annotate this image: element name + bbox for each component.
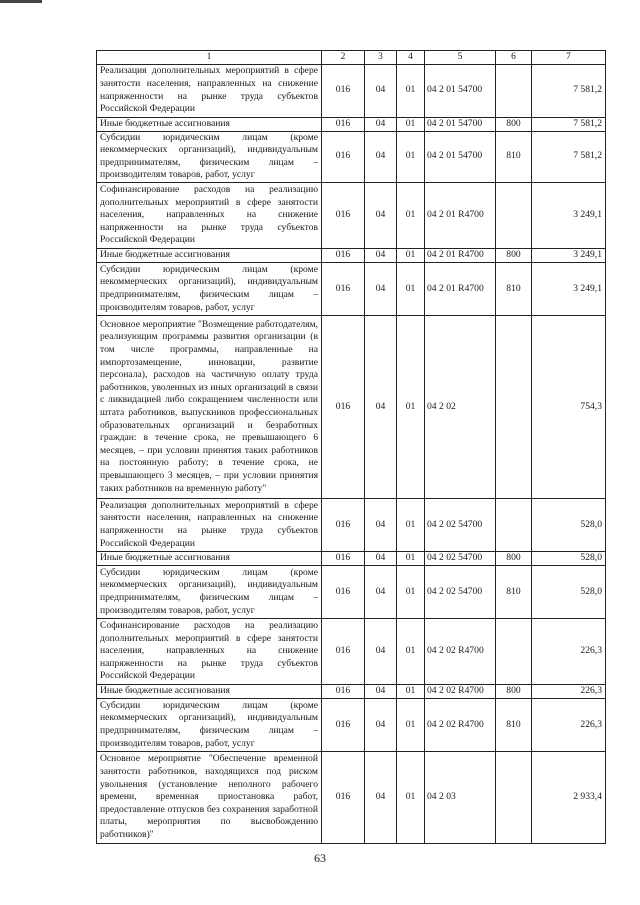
row-section-code: 04: [365, 262, 397, 315]
row-expense-type: [496, 498, 532, 551]
row-subsection-code: 01: [397, 684, 425, 698]
table-row: [97, 315, 606, 498]
table-row: [97, 618, 606, 684]
row-description: Софинансирование расходов на реализацию дополнительных мероприятий в сфере занятости населения, направленных на снижение напряженности на рынке труда субъектов Российской Федерации: [97, 182, 322, 248]
row-section-code: 04: [365, 248, 397, 262]
row-target-article: 04 2 01 R4700: [425, 182, 496, 248]
row-target-article: 04 2 01 54700: [425, 117, 496, 131]
row-target-article: 04 2 02 R4700: [425, 684, 496, 698]
row-ministry-code: 016: [322, 618, 365, 684]
row-description: Софинансирование расходов на реализацию дополнительных мероприятий в сфере занятости населения, направленных на снижение напряженности на рынке труда субъектов Российской Федерации: [97, 618, 322, 684]
row-subsection-code: 01: [397, 117, 425, 131]
row-amount: 3 249,1: [532, 182, 606, 248]
header-row: [97, 51, 606, 65]
header-col-5: 5: [425, 51, 496, 65]
page-number: 63: [314, 851, 326, 865]
row-ministry-code: 016: [322, 551, 365, 565]
row-description: Реализация дополнительных мероприятий в сфере занятости населения, направленных на снижение напряженности на рынке труда субъектов Российской Федерации: [97, 498, 322, 551]
row-section-code: 04: [365, 684, 397, 698]
row-description: Иные бюджетные ассигнования: [97, 684, 322, 698]
row-description: Иные бюджетные ассигнования: [97, 248, 322, 262]
row-subsection-code: 01: [397, 182, 425, 248]
row-target-article: 04 2 01 54700: [425, 131, 496, 182]
row-description: Субсидии юридическим лицам (кроме некоммерческих организаций), индивидуальным предпринимателям, физическим лицам – производителям товаров, работ, услуг: [97, 565, 322, 618]
header-col-2: 2: [322, 51, 365, 65]
row-amount: 528,0: [532, 565, 606, 618]
row-subsection-code: 01: [397, 551, 425, 565]
row-section-code: 04: [365, 565, 397, 618]
row-ministry-code: 016: [322, 751, 365, 843]
row-ministry-code: 016: [322, 684, 365, 698]
row-description: Основное мероприятие "Обеспечение временной занятости работников, находящихся под риском увольнения (установление неполного рабочего времени, временная приостановка работ, предоставление отпусков без сохранения заработной платы, мероприятия по высвобождению работников)": [97, 751, 322, 843]
row-ministry-code: 016: [322, 565, 365, 618]
row-section-code: 04: [365, 698, 397, 751]
scan-corner-mark: [0, 0, 42, 3]
header-col-4: 4: [397, 51, 425, 65]
row-ministry-code: 016: [322, 131, 365, 182]
row-expense-type: [496, 751, 532, 843]
table-row: [97, 262, 606, 315]
row-section-code: 04: [365, 182, 397, 248]
row-expense-type: 810: [496, 698, 532, 751]
table-row: [97, 131, 606, 182]
header-col-1: 1: [97, 51, 322, 65]
row-target-article: 04 2 02 R4700: [425, 698, 496, 751]
budget-table-body: [97, 51, 606, 844]
row-description: Иные бюджетные ассигнования: [97, 117, 322, 131]
table-row: [97, 64, 606, 117]
table-row: [97, 698, 606, 751]
row-description: Субсидии юридическим лицам (кроме некоммерческих организаций), индивидуальным предпринимателям, физическим лицам – производителям товаров, работ, услуг: [97, 131, 322, 182]
row-target-article: 04 2 01 R4700: [425, 262, 496, 315]
table-row: [97, 117, 606, 131]
row-description: Субсидии юридическим лицам (кроме некоммерческих организаций), индивидуальным предпринимателям, физическим лицам – производителям товаров, работ, услуг: [97, 262, 322, 315]
row-subsection-code: 01: [397, 618, 425, 684]
row-subsection-code: 01: [397, 498, 425, 551]
table-row: [97, 565, 606, 618]
row-amount: 754,3: [532, 315, 606, 498]
row-ministry-code: 016: [322, 64, 365, 117]
row-target-article: 04 2 01 R4700: [425, 248, 496, 262]
row-section-code: 04: [365, 64, 397, 117]
row-description: Иные бюджетные ассигнования: [97, 551, 322, 565]
row-subsection-code: 01: [397, 64, 425, 117]
row-amount: 528,0: [532, 498, 606, 551]
row-expense-type: [496, 618, 532, 684]
row-ministry-code: 016: [322, 182, 365, 248]
row-expense-type: [496, 64, 532, 117]
table-row: [97, 684, 606, 698]
row-subsection-code: 01: [397, 248, 425, 262]
table-row: [97, 551, 606, 565]
row-amount: 226,3: [532, 698, 606, 751]
row-section-code: 04: [365, 618, 397, 684]
row-target-article: 04 2 02 54700: [425, 498, 496, 551]
row-section-code: 04: [365, 131, 397, 182]
row-expense-type: 810: [496, 262, 532, 315]
header-col-7: 7: [532, 51, 606, 65]
row-target-article: 04 2 02 R4700: [425, 618, 496, 684]
row-description: Основное мероприятие "Возмещение работодателям, реализующим программы развития организации (в том числе программы, направленные на импортозамещение, инновации, развитие персонала), расходов на частичную оплату труда работников, уволенных из иных организаций в связи с ликвидацией либо сокращением численности или штата работников, выпускников профессиональных образовательных организаций и безработных граждан: в течение срока, не превышающего 6 месяцев, – при условии принятия таких работников на постоянную работу; в течение срока, не превышающего 3 месяцев, – при условии принятия таких работников на временную работу": [97, 315, 322, 498]
row-subsection-code: 01: [397, 131, 425, 182]
row-amount: 528,0: [532, 551, 606, 565]
row-amount: 7 581,2: [532, 64, 606, 117]
row-ministry-code: 016: [322, 248, 365, 262]
row-target-article: 04 2 03: [425, 751, 496, 843]
row-section-code: 04: [365, 551, 397, 565]
row-subsection-code: 01: [397, 751, 425, 843]
row-ministry-code: 016: [322, 315, 365, 498]
row-target-article: 04 2 01 54700: [425, 64, 496, 117]
row-ministry-code: 016: [322, 262, 365, 315]
row-amount: 3 249,1: [532, 262, 606, 315]
table-row: [97, 248, 606, 262]
row-section-code: 04: [365, 315, 397, 498]
row-expense-type: [496, 315, 532, 498]
row-amount: 226,3: [532, 618, 606, 684]
row-subsection-code: 01: [397, 262, 425, 315]
budget-table: [96, 50, 606, 844]
row-subsection-code: 01: [397, 698, 425, 751]
row-amount: 2 933,4: [532, 751, 606, 843]
row-subsection-code: 01: [397, 315, 425, 498]
row-expense-type: 810: [496, 131, 532, 182]
row-description: Субсидии юридическим лицам (кроме некоммерческих организаций), индивидуальным предпринимателям, физическим лицам – производителям товаров, работ, услуг: [97, 698, 322, 751]
row-section-code: 04: [365, 751, 397, 843]
row-ministry-code: 016: [322, 698, 365, 751]
row-subsection-code: 01: [397, 565, 425, 618]
row-amount: 226,3: [532, 684, 606, 698]
row-expense-type: 800: [496, 551, 532, 565]
row-ministry-code: 016: [322, 498, 365, 551]
table-row: [97, 498, 606, 551]
row-amount: 7 581,2: [532, 117, 606, 131]
row-target-article: 04 2 02 54700: [425, 551, 496, 565]
row-expense-type: 800: [496, 684, 532, 698]
row-amount: 7 581,2: [532, 131, 606, 182]
row-section-code: 04: [365, 117, 397, 131]
table-row: [97, 182, 606, 248]
table-row: [97, 751, 606, 843]
row-description: Реализация дополнительных мероприятий в сфере занятости населения, направленных на снижение напряженности на рынке труда субъектов Российской Федерации: [97, 64, 322, 117]
row-amount: 3 249,1: [532, 248, 606, 262]
row-expense-type: 810: [496, 565, 532, 618]
row-expense-type: [496, 182, 532, 248]
row-ministry-code: 016: [322, 117, 365, 131]
row-expense-type: 800: [496, 248, 532, 262]
row-expense-type: 800: [496, 117, 532, 131]
row-target-article: 04 2 02 54700: [425, 565, 496, 618]
header-col-6: 6: [496, 51, 532, 65]
row-section-code: 04: [365, 498, 397, 551]
row-target-article: 04 2 02: [425, 315, 496, 498]
header-col-3: 3: [365, 51, 397, 65]
